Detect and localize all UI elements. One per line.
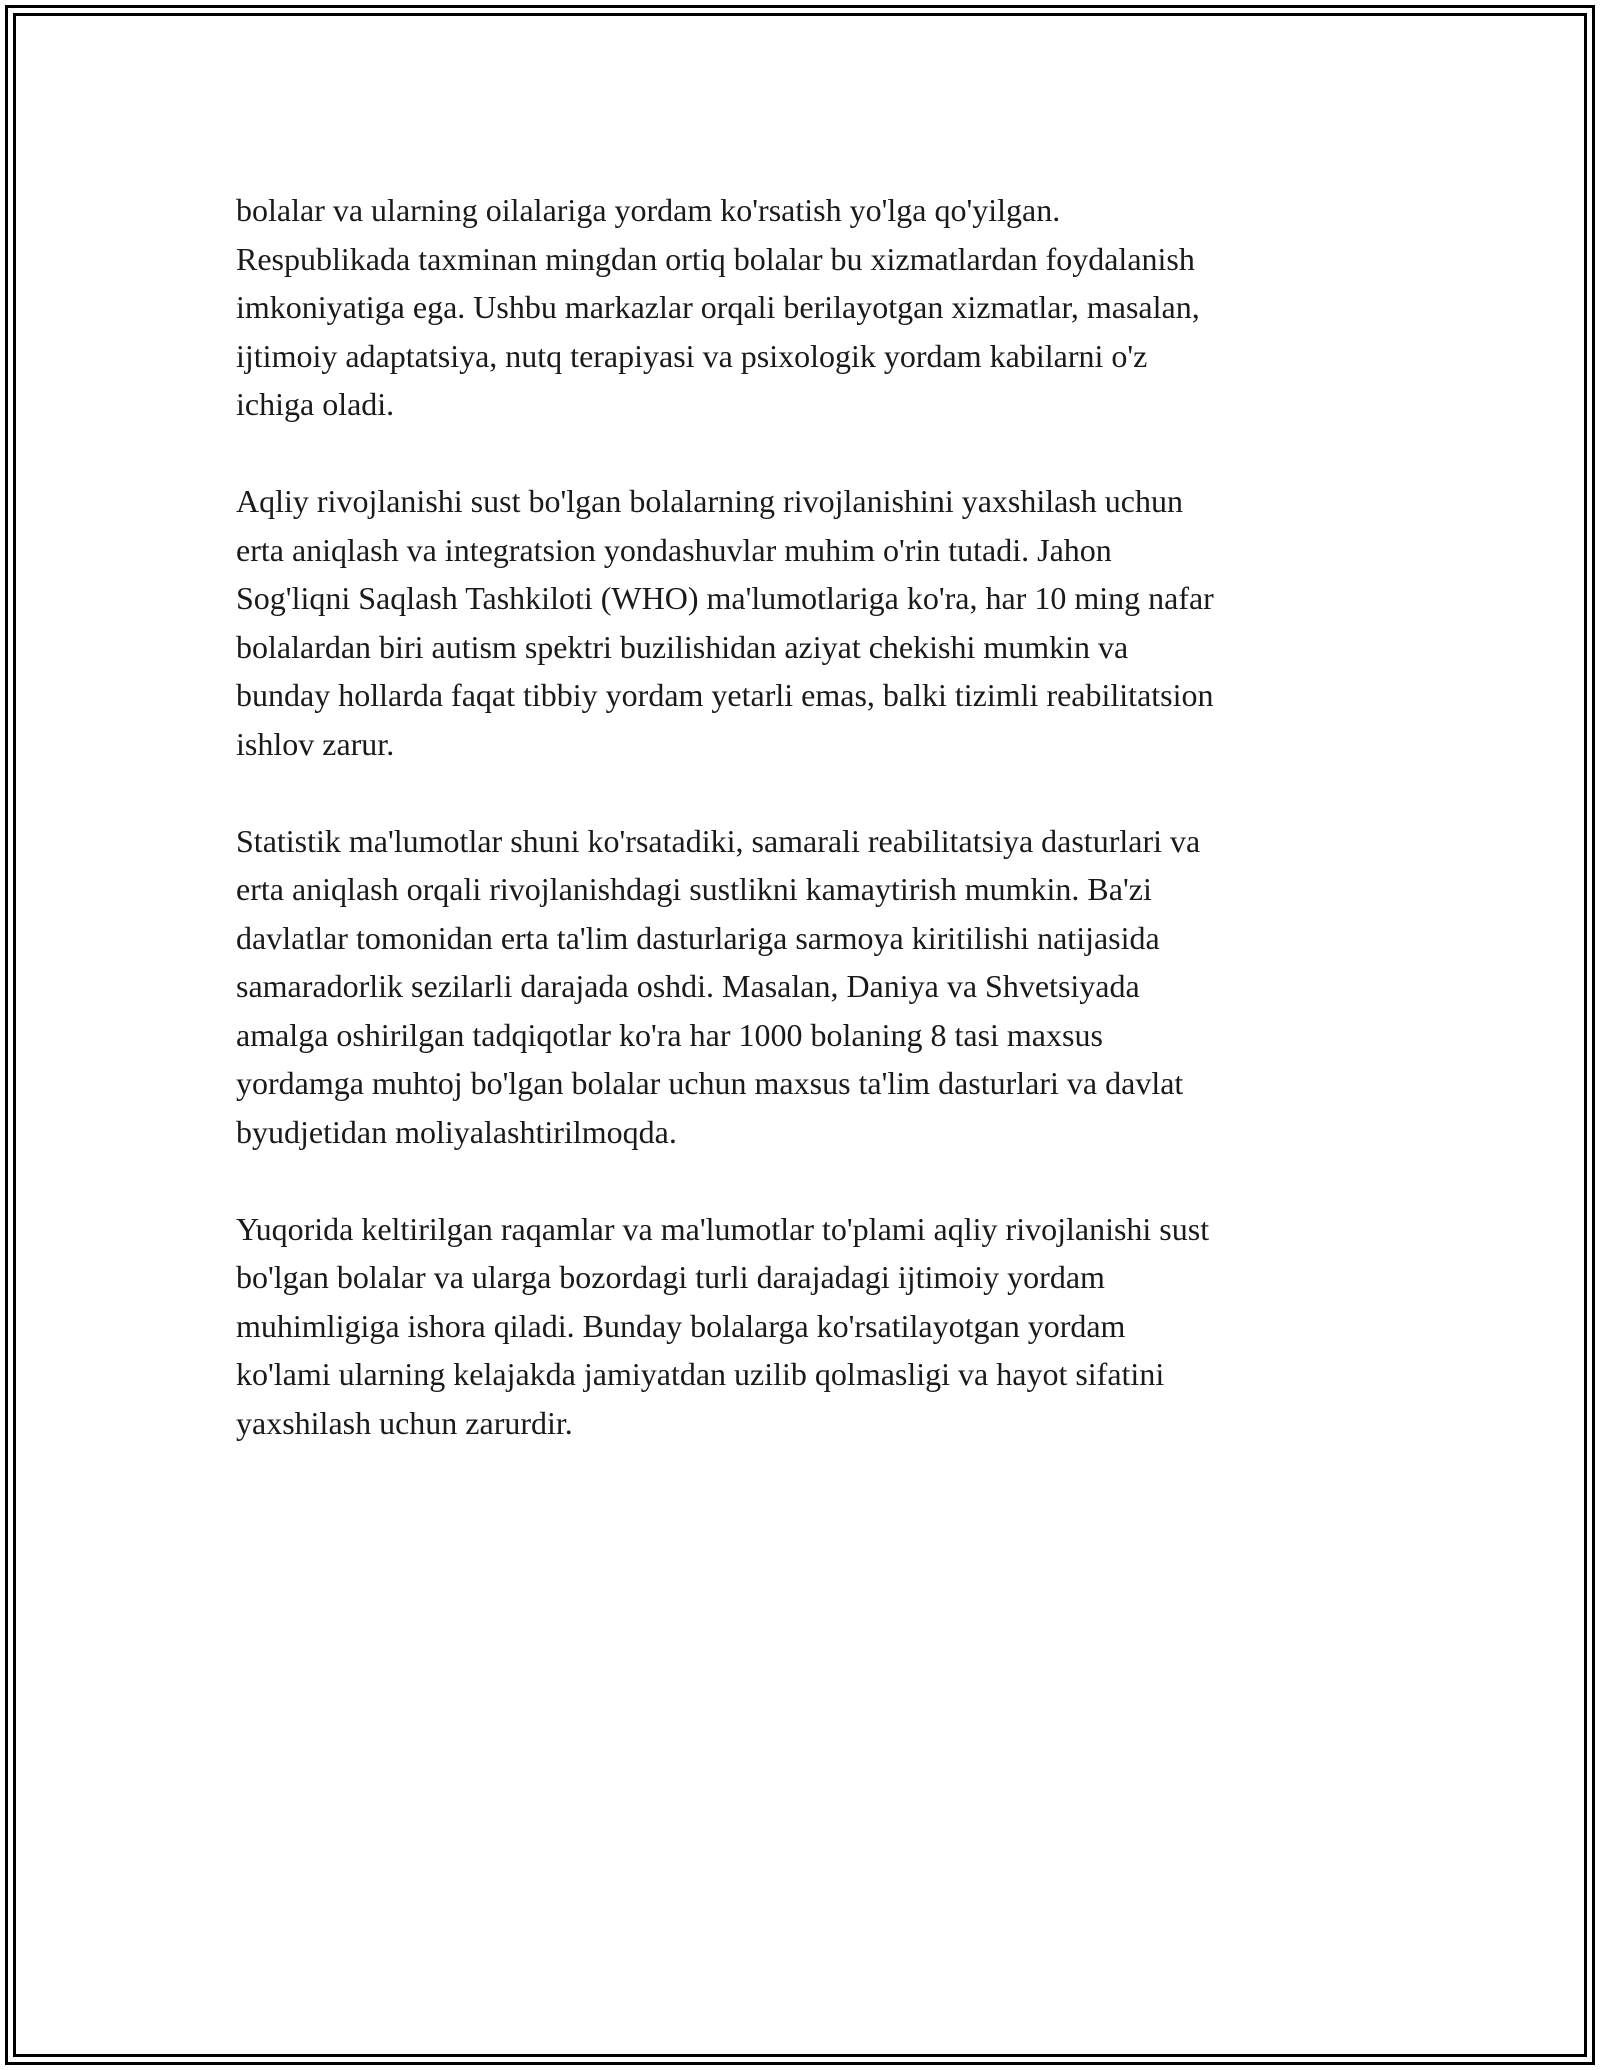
text-line: bunday hollarda faqat tibbiy yordam yetarli emas, balki tizimli reabilitatsion (236, 677, 1214, 713)
text-line: Sog'liqni Saqlash Tashkiloti (WHO) ma'lumotlariga ko'ra, har 10 ming nafar (236, 580, 1214, 616)
paragraph-2 (236, 477, 1366, 768)
text-line: Respublikada taxminan mingdan ortiq bolalar bu xizmatlardan foydalanish (236, 240, 1195, 277)
text-line: muhimligiga ishora qiladi. Bunday bolalarga ko'rsatilayotgan yordam (236, 1307, 1126, 1344)
text-line: ko'lami ularning kelajakda jamiyatdan uzilib qolmasligi va hayot sifatini (236, 1356, 1165, 1392)
text-line: yordamga muhtoj bo'lgan bolalar uchun maxsus ta'lim dasturlari va davlat (236, 1065, 1184, 1101)
paragraph-3 (236, 817, 1366, 1157)
text-line: ichiga oladi. (236, 386, 395, 422)
text-line: Statistik ma'lumotlar shuni ko'rsatadiki, samarali reabilitatsiya dasturlari va (236, 822, 1201, 859)
text-line: byudjetidan moliyalashtirilmoqda. (236, 1113, 677, 1150)
paragraph-1 (236, 186, 1366, 429)
text-line: imkoniyatiga ega. Ushbu markazlar orqali berilayotgan xizmatlar, masalan, (236, 289, 1200, 325)
paragraph-4 (236, 1205, 1366, 1448)
text-line: erta aniqlash orqali rivojlanishdagi sustlikni kamaytirish mumkin. Ba'zi (236, 871, 1152, 907)
text-line: bolalardan biri autism spektri buzilishidan aziyat chekishi mumkin va (236, 628, 1129, 665)
text-line: Aqliy rivojlanishi sust bo'lgan bolalarning rivojlanishini yaxshilash uchun (236, 483, 1183, 519)
text-line: ijtimoiy adaptatsiya, nutq terapiyasi va psixologik yordam kabilarni o'z (236, 337, 1148, 374)
text-line: erta aniqlash va integratsion yondashuvlar muhim o'rin tutadi. Jahon (236, 531, 1112, 568)
text-line: Yuqorida keltirilgan raqamlar va ma'lumotlar to'plami aqliy rivojlanishi sust (236, 1210, 1210, 1247)
text-line: amalga oshirilgan tadqiqotlar ko'ra har 1000 bolaning 8 tasi maxsus (236, 1016, 1103, 1053)
text-line: yaxshilash uchun zarurdir. (236, 1404, 573, 1441)
text-line: samaradorlik sezilarli darajada oshdi. Masalan, Daniya va Shvetsiyada (236, 968, 1140, 1004)
document-body (236, 186, 1366, 1496)
text-line: ishlov zarur. (236, 725, 395, 762)
text-line: davlatlar tomonidan erta ta'lim dasturlariga sarmoya kiritilishi natijasida (236, 919, 1160, 956)
text-line: bolalar va ularning oilalariga yordam ko'rsatish yo'lga qo'yilgan. (236, 192, 1061, 228)
text-line: bo'lgan bolalar va ularga bozordagi turli darajadagi ijtimoiy yordam (236, 1259, 1105, 1295)
